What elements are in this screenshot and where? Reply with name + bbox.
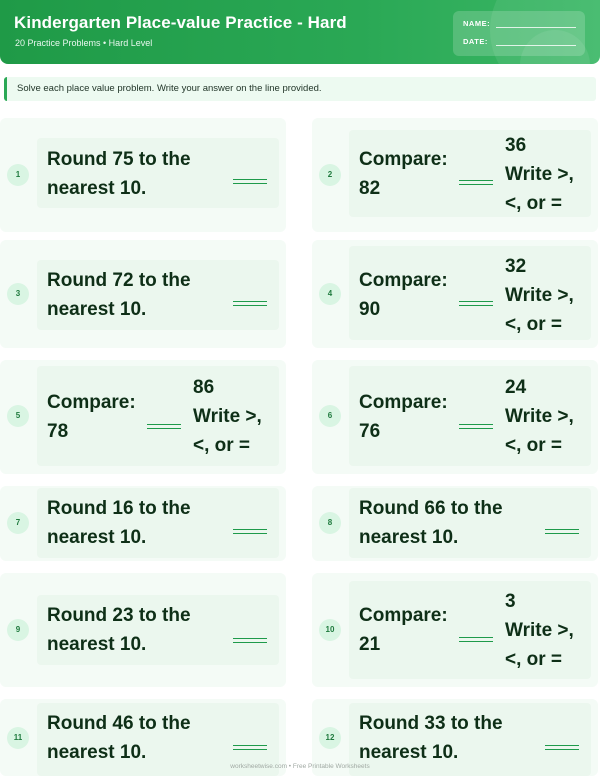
problem-text: nearest 10. — [47, 527, 147, 548]
problem-box — [37, 138, 279, 208]
problem-card — [312, 360, 598, 474]
problem-card — [0, 486, 286, 561]
name-field[interactable] — [463, 19, 490, 28]
problem-text: <, or = — [193, 435, 251, 456]
problem-number: 8 — [319, 512, 341, 534]
answer-line[interactable] — [233, 179, 267, 184]
name-label: NAME: — [463, 19, 491, 28]
problem-number: 2 — [319, 164, 341, 186]
problem-text: nearest 10. — [359, 742, 459, 763]
problem-number: 3 — [7, 283, 29, 305]
problem-text: <, or = — [505, 314, 563, 335]
problem-text: 32 — [505, 256, 527, 277]
problem-number: 4 — [319, 283, 341, 305]
problem-text: nearest 10. — [47, 634, 147, 655]
problem-text: 76 — [359, 421, 381, 442]
problem-text: Write >, — [193, 406, 262, 427]
problem-card — [312, 573, 598, 687]
problem-text: Write >, — [505, 620, 574, 641]
problem-box — [349, 581, 591, 679]
name-date-box — [453, 11, 585, 56]
problem-number: 6 — [319, 405, 341, 427]
problem-text: Round 46 to the — [47, 713, 191, 734]
problem-text: 90 — [359, 299, 381, 320]
instructions-text: Solve each place value problem. Write your answer on the line provided. — [17, 83, 322, 94]
date-field[interactable] — [463, 37, 488, 46]
problem-text: <, or = — [505, 193, 563, 214]
problem-text: Compare: — [47, 392, 136, 413]
problem-number: 9 — [7, 619, 29, 641]
problem-text: Compare: — [359, 270, 448, 291]
answer-line[interactable] — [459, 424, 493, 429]
problem-text: Write >, — [505, 164, 574, 185]
problem-text: Compare: — [359, 605, 448, 626]
answer-line[interactable] — [233, 745, 267, 750]
problem-card — [0, 360, 286, 474]
problem-text: Compare: — [359, 392, 448, 413]
problem-text: Round 23 to the — [47, 605, 191, 626]
answer-line[interactable] — [233, 529, 267, 534]
problem-text: Write >, — [505, 285, 574, 306]
problem-number: 12 — [319, 727, 341, 749]
problem-box — [349, 488, 591, 558]
answer-line[interactable] — [147, 424, 181, 429]
problem-card — [312, 486, 598, 561]
date-label: DATE: — [463, 37, 488, 46]
answer-line[interactable] — [545, 745, 579, 750]
problem-text: <, or = — [505, 435, 563, 456]
problem-text: 24 — [505, 377, 527, 398]
problem-text: 36 — [505, 135, 527, 156]
problem-box — [349, 246, 591, 340]
problem-text: 82 — [359, 178, 381, 199]
answer-line[interactable] — [459, 637, 493, 642]
page-subtitle: 20 Practice Problems • Hard Level — [15, 38, 153, 48]
problem-text: Round 72 to the — [47, 270, 191, 291]
problem-text: Write >, — [505, 406, 574, 427]
problem-box — [349, 130, 591, 217]
problem-text: nearest 10. — [47, 742, 147, 763]
problem-box — [37, 366, 279, 466]
problem-text: Round 33 to the — [359, 713, 503, 734]
answer-line[interactable] — [459, 180, 493, 185]
problem-number: 10 — [319, 619, 341, 641]
problem-box — [37, 488, 279, 558]
problem-box — [37, 595, 279, 665]
problem-text: 21 — [359, 634, 381, 655]
problem-text: <, or = — [505, 649, 563, 670]
page-title: Kindergarten Place-value Practice - Hard — [14, 13, 347, 32]
problem-text: Round 16 to the — [47, 498, 191, 519]
answer-line[interactable] — [459, 301, 493, 306]
problem-text: 86 — [193, 377, 215, 398]
answer-line[interactable] — [233, 638, 267, 643]
problem-text: Round 75 to the — [47, 149, 191, 170]
answer-line[interactable] — [233, 301, 267, 306]
date-line — [496, 45, 576, 46]
problem-text: 78 — [47, 421, 69, 442]
problem-card — [0, 240, 286, 348]
problem-card — [0, 118, 286, 232]
worksheet-header — [0, 0, 600, 64]
problem-text: 3 — [505, 591, 516, 612]
instructions-banner — [4, 77, 596, 101]
problem-text: Compare: — [359, 149, 448, 170]
name-line — [496, 27, 576, 28]
problem-number: 5 — [7, 405, 29, 427]
problem-number: 11 — [7, 727, 29, 749]
problem-text: nearest 10. — [359, 527, 459, 548]
problem-number: 7 — [7, 512, 29, 534]
problem-card — [312, 118, 598, 232]
answer-line[interactable] — [545, 529, 579, 534]
problem-box — [349, 366, 591, 466]
problem-number: 1 — [7, 164, 29, 186]
problem-text: Round 66 to the — [359, 498, 503, 519]
problem-text: nearest 10. — [47, 178, 147, 199]
page-footer: worksheetwise.com • Free Printable Worksheets — [230, 763, 370, 770]
problem-card — [0, 573, 286, 687]
problem-box — [37, 260, 279, 330]
problem-text: nearest 10. — [47, 299, 147, 320]
problem-card — [312, 240, 598, 348]
